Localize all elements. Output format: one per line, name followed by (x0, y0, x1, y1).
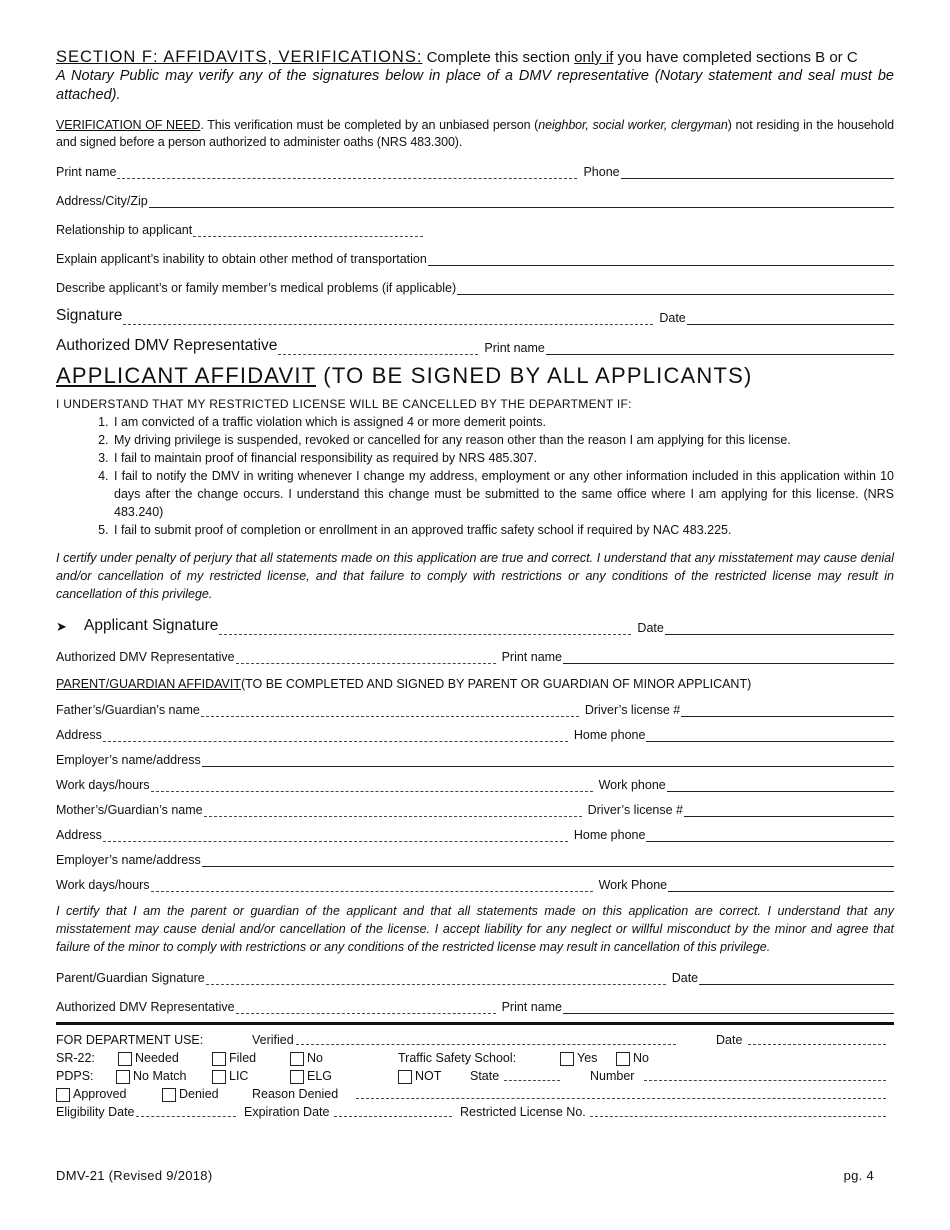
applicant-dmv-rep-row (56, 647, 894, 664)
eligibility-date-field[interactable] (136, 1116, 236, 1117)
number-label: Number (590, 1069, 635, 1083)
approved-option[interactable] (56, 1085, 127, 1103)
father-name-field[interactable] (201, 703, 579, 717)
verification-heading: VERIFICATION OF NEED (56, 118, 201, 132)
mother-work-phone-label: Work Phone (598, 878, 668, 892)
applicant-affidavit-heading: APPLICANT AFFIDAVIT (56, 363, 316, 388)
condition-item: 1. I am convicted of a traffic violation which is assigned 4 or more demerit points. (112, 413, 894, 431)
traffic-school-yes-option[interactable] (560, 1049, 597, 1067)
father-work-row (56, 775, 894, 792)
mother-address-row (56, 825, 894, 842)
father-work-phone-label: Work phone (598, 778, 666, 792)
sr22-no-option[interactable] (290, 1049, 323, 1067)
parent-dmv-rep-row (56, 997, 894, 1014)
traffic-school-no-option[interactable] (616, 1049, 649, 1067)
signature-field[interactable] (123, 311, 653, 325)
mother-employer-row (56, 850, 894, 867)
describe-label: Describe applicant’s or family member’s medical problems (if applicable) (56, 281, 457, 295)
parent-signature-row (56, 968, 894, 985)
checkbox[interactable] (212, 1070, 226, 1084)
pdps-not-option[interactable] (398, 1067, 441, 1085)
parent-affidavit-subheading: (TO BE COMPLETED AND SIGNED BY PARENT OR GUARDIAN OF MINOR APPLICANT) (240, 677, 752, 691)
verified-label: Verified (252, 1033, 294, 1047)
traffic-school-label: Traffic Safety School: (398, 1051, 517, 1065)
page-number: pg. 4 (843, 1168, 874, 1183)
parent-dmv-rep-label: Authorized DMV Representative (56, 1000, 235, 1014)
explain-row (56, 249, 894, 266)
address-field[interactable] (149, 194, 894, 208)
father-license-field[interactable] (681, 703, 894, 717)
section-f-hint: Complete this section (422, 49, 575, 66)
father-address-label: Address (56, 728, 102, 742)
no-label: No (307, 1051, 323, 1065)
expiration-date-label: Expiration Date (244, 1105, 330, 1119)
mother-employer-label: Employer’s name/address (56, 853, 201, 867)
notary-note-text: may verify any of the signatures below in place of a DMV representative (Notary statement and seal must be attached). (56, 68, 894, 103)
mother-home-phone-label: Home phone (573, 828, 646, 842)
mother-license-field[interactable] (684, 803, 894, 817)
verifier-name-row (56, 162, 894, 179)
verification-text: . This verification must be completed by an unbiased person ( (200, 118, 539, 132)
condition-item: 3. I fail to maintain proof of financial responsibility as required by NRS 485.307. (112, 449, 894, 467)
father-employer-field[interactable] (202, 753, 894, 767)
mother-row (56, 800, 894, 817)
sr22-label: SR-22: (56, 1051, 95, 1065)
father-license-label: Driver’s license # (584, 703, 681, 717)
needed-label: Needed (135, 1051, 179, 1065)
mother-work-phone-field[interactable] (668, 878, 894, 892)
not-label: NOT (415, 1069, 442, 1083)
applicant-signature-row (56, 615, 894, 635)
date-label: Date (659, 311, 686, 325)
checkbox[interactable] (212, 1052, 226, 1066)
parent-signature-field[interactable] (206, 971, 666, 985)
father-row (56, 700, 894, 717)
describe-field[interactable] (457, 281, 894, 295)
checkbox[interactable] (616, 1052, 630, 1066)
no-label-2: No (633, 1051, 649, 1065)
sr22-needed-option[interactable] (118, 1049, 179, 1067)
father-work-days-field[interactable] (151, 778, 593, 792)
father-work-days-label: Work days/hours (56, 778, 150, 792)
verifier-dmv-rep-row (56, 335, 894, 355)
father-name-label: Father’s/Guardian’s name (56, 703, 200, 717)
section-f-heading: SECTION F: AFFIDAVITS, VERIFICATIONS: (56, 48, 423, 66)
department-divider (56, 1022, 894, 1025)
filed-label: Filed (229, 1051, 257, 1065)
parent-dmv-rep-field[interactable] (236, 1000, 496, 1014)
checkbox[interactable] (560, 1052, 574, 1066)
applicant-print-name-label: Print name (501, 650, 563, 664)
section-f-hint-only-if: only if (574, 49, 614, 66)
mother-name-label: Mother’s/Guardian’s name (56, 803, 203, 817)
applicant-certification: I certify under penalty of perjury that all statements made on this application are true and correct. I understand that any misstatement may cause denial and/or cancellation of my restricted license, and that failure to comply with restrictions or any conditions of the restricted license may result in cancellation of this privilege. (56, 551, 894, 601)
no-match-label: No Match (133, 1069, 187, 1083)
verified-field[interactable] (296, 1044, 676, 1045)
print-name-field[interactable] (117, 165, 577, 179)
mother-license-label: Driver’s license # (587, 803, 684, 817)
father-home-phone-label: Home phone (573, 728, 646, 742)
father-home-phone-field[interactable] (646, 728, 894, 742)
arrow-bullet-icon: ➤ (56, 619, 67, 634)
restricted-license-field[interactable] (590, 1116, 886, 1117)
checkbox[interactable] (290, 1052, 304, 1066)
parent-signature-label: Parent/Guardian Signature (56, 971, 205, 985)
parent-date-label: Date (671, 971, 699, 985)
mother-name-field[interactable] (204, 803, 582, 817)
number-field[interactable] (644, 1080, 886, 1081)
dmv-rep-field[interactable] (278, 341, 478, 355)
applicant-print-name-field[interactable] (563, 650, 894, 664)
pdps-no-match-option[interactable] (116, 1067, 187, 1085)
applicant-signature-label: Applicant Signature (84, 617, 219, 634)
lic-label: LIC (229, 1069, 249, 1083)
dmv-rep-label: Authorized DMV Representative (56, 337, 278, 354)
elg-label: ELG (307, 1069, 333, 1083)
father-employer-label: Employer’s name/address (56, 753, 201, 767)
condition-item: 5. I fail to submit proof of completion or enrollment in an approved traffic safety school if required by NAC 483.225. (112, 521, 894, 539)
state-label: State (470, 1069, 500, 1083)
applicant-signature-field[interactable] (219, 621, 631, 635)
section-f-header (56, 48, 894, 67)
applicant-dmv-rep-label: Authorized DMV Representative (56, 650, 235, 664)
verifier-address-row (56, 191, 894, 208)
denied-label: Denied (179, 1087, 219, 1101)
mother-work-days-label: Work days/hours (56, 878, 150, 892)
for-department-use-label: FOR DEPARTMENT USE: (56, 1033, 204, 1047)
applicant-date-field[interactable] (665, 621, 894, 635)
date-field[interactable] (687, 311, 894, 325)
applicant-affidavit-subheading: (TO BE SIGNED BY ALL APPLICANTS) (315, 363, 753, 388)
explain-field[interactable] (428, 252, 894, 266)
applicant-affidavit-title (56, 363, 894, 391)
checkbox[interactable] (162, 1088, 176, 1102)
relationship-field[interactable] (193, 223, 423, 237)
signature-label: Signature (56, 307, 123, 324)
checkbox[interactable] (398, 1070, 412, 1084)
print-name-label-2: Print name (484, 341, 545, 355)
father-address-field[interactable] (103, 728, 568, 742)
department-use-section (56, 1031, 894, 1121)
parent-affidavit-heading-row (56, 674, 894, 691)
mother-work-days-field[interactable] (151, 878, 593, 892)
checkbox[interactable] (56, 1088, 70, 1102)
yes-label: Yes (577, 1051, 598, 1065)
eligibility-date-label: Eligibility Date (56, 1105, 135, 1119)
parent-print-name-label: Print name (501, 1000, 563, 1014)
verification-text-end: ) not residing in the household and signed before a person authorized to administer oaths (NRS 483.300). (56, 118, 894, 149)
pdps-label: PDPS: (56, 1069, 94, 1083)
phone-field[interactable] (621, 165, 894, 179)
mother-home-phone-field[interactable] (646, 828, 894, 842)
describe-row (56, 278, 894, 295)
notary-note (56, 67, 894, 105)
verification-of-need (56, 117, 894, 151)
print-name-label: Print name (56, 165, 117, 179)
form-id: DMV-21 (Revised 9/2018) (56, 1168, 213, 1183)
parent-affidavit-heading: PARENT/GUARDIAN AFFIDAVIT (56, 677, 241, 691)
mother-work-row (56, 875, 894, 892)
father-address-row (56, 725, 894, 742)
verification-examples: neighbor, social worker, clergyman (538, 118, 728, 132)
cancellation-intro: I UNDERSTAND THAT MY RESTRICTED LICENSE WILL BE CANCELLED BY THE DEPARTMENT IF: (56, 397, 632, 411)
explain-label: Explain applicant’s inability to obtain other method of transportation (56, 252, 427, 266)
dept-date-label: Date (716, 1033, 743, 1047)
condition-item: 2. My driving privilege is suspended, revoked or cancelled for any reason other than the reason I am applying for this license. (112, 431, 894, 449)
sr22-filed-option[interactable] (212, 1049, 256, 1067)
reason-denied-field[interactable] (356, 1098, 886, 1099)
parent-certification: I certify that I am the parent or guardian of the applicant and that all statements made on this application are correct. I understand that any misstatement may cause denial and/or cancellation of the license. I accept liability for any neglect or willful misconduct by the minor and agree that failure of the minor to comply with restrictions or any conditions of the restricted license may result in cancellation of this privilege. (56, 904, 894, 954)
pdps-elg-option[interactable] (290, 1067, 332, 1085)
notary-public-label: A Notary Public (56, 68, 160, 84)
reason-denied-label: Reason Denied (252, 1087, 339, 1101)
mother-address-label: Address (56, 828, 102, 842)
phone-label: Phone (583, 165, 620, 179)
condition-item: 4. I fail to notify the DMV in writing whenever I change my address, employment or any other information included in this application within 10 days after the change occurs. I understand this change must be submitted to the same office where I am applying for this license. (NRS 483.240) (112, 467, 894, 521)
parent-print-name-field[interactable] (563, 1000, 894, 1014)
print-name-field-2[interactable] (546, 341, 894, 355)
cancellation-conditions-list (56, 413, 894, 539)
section-f-hint-rest: you have completed sections B or C (613, 49, 858, 66)
checkbox[interactable] (290, 1070, 304, 1084)
restricted-license-label: Restricted License No. (460, 1105, 586, 1119)
father-work-phone-field[interactable] (667, 778, 894, 792)
applicant-date-label: Date (637, 621, 664, 635)
approved-label: Approved (73, 1087, 127, 1101)
parent-date-field[interactable] (699, 971, 894, 985)
relationship-label: Relationship to applicant (56, 223, 193, 237)
checkbox[interactable] (118, 1052, 132, 1066)
father-employer-row (56, 750, 894, 767)
form-page (56, 48, 894, 1121)
checkbox[interactable] (116, 1070, 130, 1084)
denied-option[interactable] (162, 1085, 219, 1103)
pdps-lic-option[interactable] (212, 1067, 248, 1085)
state-field[interactable] (504, 1080, 560, 1081)
expiration-date-field[interactable] (334, 1116, 452, 1117)
verifier-signature-row (56, 305, 894, 325)
mother-address-field[interactable] (103, 828, 568, 842)
applicant-dmv-rep-field[interactable] (236, 650, 496, 664)
dept-date-field[interactable] (748, 1044, 886, 1045)
mother-employer-field[interactable] (202, 853, 894, 867)
page-footer (56, 1168, 874, 1183)
address-label: Address/City/Zip (56, 194, 148, 208)
relationship-row (56, 220, 894, 237)
